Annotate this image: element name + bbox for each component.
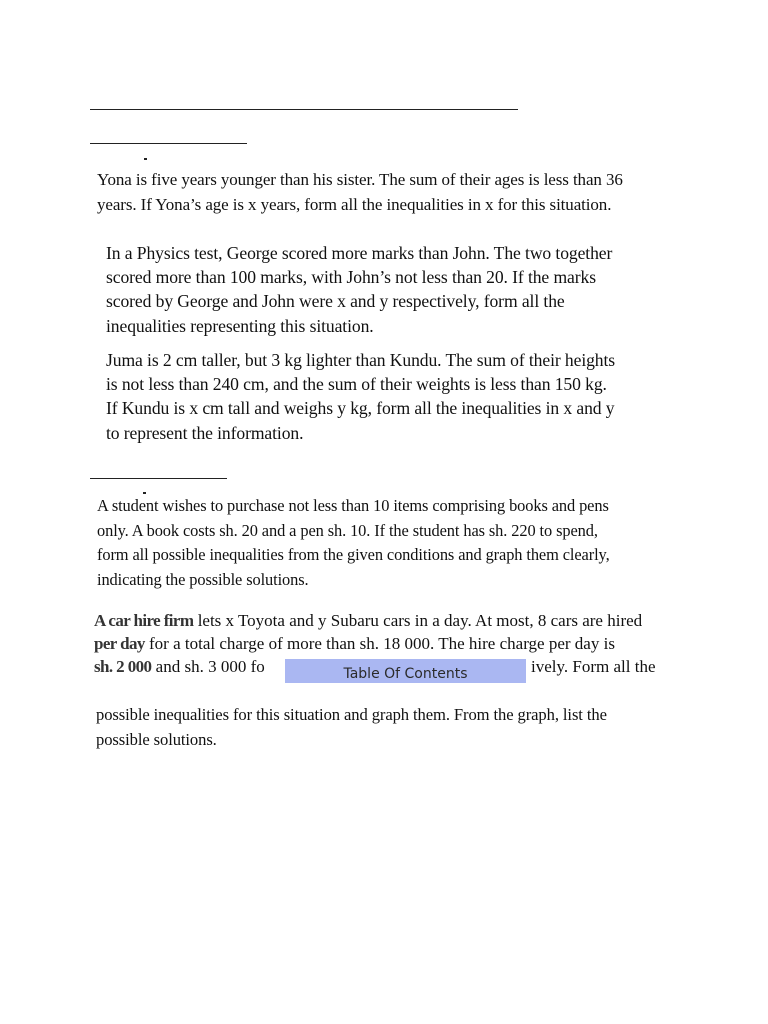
question-juma-kundu: Juma is 2 cm taller, but 3 kg lighter than Kundu. The sum of their heights is not less than 240 cm, and the sum of their weights is less than 150 kg. If Kundu is x cm tall and weighs y kg, form all the inequalities in x and y to represent the information.	[106, 350, 616, 443]
car-hire-line-2	[94, 633, 615, 655]
section-rule-1	[90, 143, 247, 144]
question-yona-ages: Yona is five years younger than his sister. The sum of their ages is less than 36 years. If Yona’s age is x years, form all the inequalities in x for this situation.	[97, 170, 623, 214]
car-hire-faded-text: sh. 2 000	[94, 657, 152, 676]
car-hire-text: lets x Toyota and y Subaru cars in a day. At most, 8 cars are hired	[193, 611, 643, 630]
header-rule-long	[90, 109, 518, 110]
car-hire-continuation: possible inequalities for this situation and graph them. From the graph, list the possible solutions.	[96, 705, 607, 749]
table-of-contents-button[interactable]: Table Of Contents	[285, 659, 526, 683]
car-hire-text: ively. Form all the	[531, 657, 656, 676]
car-hire-text: for a total charge of more than sh. 18 000. The hire charge per day is	[144, 634, 615, 653]
question-physics-test: In a Physics test, George scored more marks than John. The two together scored more than 100 marks, with John’s not less than 20. If the marks scored by George and John were x and y respectively, form all the inequalities representing this situation.	[106, 243, 613, 336]
car-hire-faded-text: A car hire firm	[94, 611, 194, 630]
car-hire-line-1	[94, 610, 642, 632]
car-hire-line-3-end	[531, 656, 656, 678]
car-hire-faded-text: per day	[94, 634, 145, 653]
scan-mark	[144, 158, 147, 160]
car-hire-text: and sh. 3 000 fo	[151, 657, 265, 676]
car-hire-line-3	[94, 656, 265, 678]
section-rule-2	[90, 478, 227, 479]
question-student-books-pens: A student wishes to purchase not less than 10 items comprising books and pens only. A book costs sh. 20 and a pen sh. 10. If the student has sh. 220 to spend, form all possible inequalities from the given conditions and graph them clearly, indicating the possible solutions.	[97, 496, 610, 589]
